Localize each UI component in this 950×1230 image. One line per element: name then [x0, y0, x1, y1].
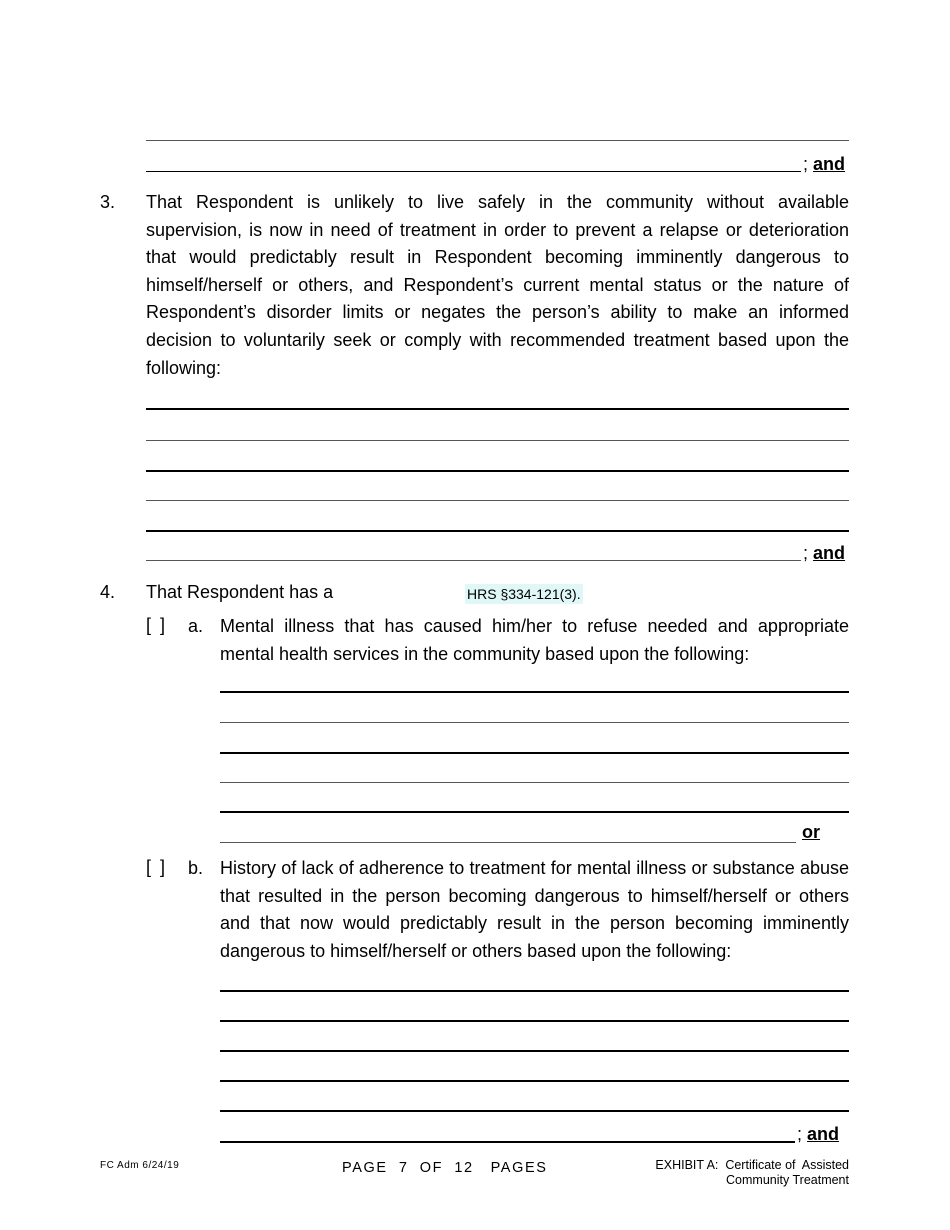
- option-b-letter: b.: [188, 858, 204, 878]
- option-b-blank-line-4[interactable]: [220, 1080, 849, 1082]
- option-a-blank-line-3[interactable]: [220, 752, 849, 754]
- item-3-paragraph: That Respondent is unlikely to live safely in the community without available supervision, is now in need of treatment in order to prevent a relapse or deterioration that would predictably result in Respondent becoming imminently dangerous to himself/herself or others, and Respondent’s current mental status or the nature of Respondent’s disorder limits or negates the person’s ability to make an informed decision to voluntarily seek or comply with recommended treatment based upon the following:: [146, 192, 849, 378]
- page-number: PAGE 7 OF 12 PAGES: [342, 1160, 548, 1176]
- top-and-connector: ; and: [803, 154, 846, 174]
- option-a-letter: a.: [188, 616, 204, 636]
- item-3-number: 3.: [100, 192, 116, 212]
- and-text: and: [807, 1124, 840, 1144]
- item-3-blank-line-4[interactable]: [146, 500, 849, 501]
- item-4-number: 4.: [100, 582, 116, 602]
- item-4-intro: That Respondent has a: [146, 582, 334, 602]
- option-b-paragraph: History of lack of adherence to treatment for mental illness or substance abuse that resulted in the person becoming dangerous to himself/herself or others and that now would predictably result in the person becoming imminently dangerous to himself/herself or others based upon the following:: [220, 858, 849, 961]
- option-a-blank-line-5[interactable]: [220, 811, 849, 813]
- and-text: and: [813, 543, 846, 563]
- item-3-blank-line-3[interactable]: [146, 470, 849, 472]
- option-a-blank-line-6[interactable]: [220, 842, 796, 843]
- form-id: FC Adm 6/24/19: [100, 1160, 180, 1171]
- item-3-and-connector: ; and: [803, 543, 846, 563]
- item-3-blank-line-1[interactable]: [146, 408, 849, 410]
- option-a-blank-line-4[interactable]: [220, 782, 849, 783]
- hrs-reference: HRS §334-121(3).: [467, 586, 581, 602]
- option-a-blank-line-2[interactable]: [220, 722, 849, 723]
- item-3-blank-line-5[interactable]: [146, 530, 849, 532]
- top-blank-line-2[interactable]: [146, 171, 801, 172]
- exhibit-line-2: Community Treatment: [726, 1172, 849, 1187]
- option-b-checkbox[interactable]: [ ]: [146, 857, 168, 877]
- option-b-and-connector: ; and: [797, 1124, 840, 1144]
- or-text: or: [802, 822, 820, 842]
- option-b-blank-line-1[interactable]: [220, 990, 849, 992]
- option-a-blank-line-1[interactable]: [220, 691, 849, 693]
- item-3-blank-line-2[interactable]: [146, 440, 849, 441]
- exhibit-line-1: EXHIBIT A: Certificate of Assisted: [655, 1158, 849, 1172]
- option-b-blank-line-6[interactable]: [220, 1141, 795, 1143]
- exhibit-title: [600, 1158, 849, 1187]
- option-b-blank-line-5[interactable]: [220, 1110, 849, 1112]
- option-b-blank-line-2[interactable]: [220, 1020, 849, 1022]
- item-3-blank-line-6[interactable]: [146, 560, 801, 561]
- and-text: and: [813, 154, 846, 174]
- option-a-paragraph: Mental illness that has caused him/her to refuse needed and appropriate mental health services in the community based upon the following:: [220, 616, 849, 664]
- option-a-or-connector: [802, 821, 820, 843]
- top-blank-line-1[interactable]: [146, 140, 849, 141]
- option-a-checkbox[interactable]: [ ]: [146, 615, 168, 635]
- option-b-blank-line-3[interactable]: [220, 1050, 849, 1052]
